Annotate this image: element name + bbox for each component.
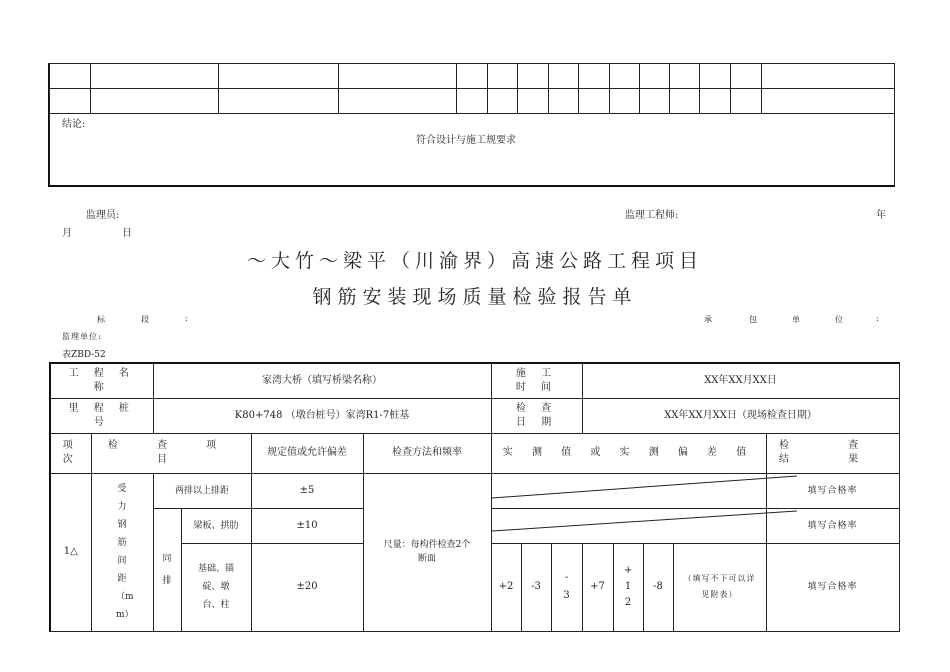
- report-title: 钢筋安装现场质量检验报告单: [312, 286, 638, 308]
- table-row: [50, 64, 895, 89]
- info-row: [50, 363, 899, 398]
- header-result: 检 查 结 果: [766, 433, 899, 473]
- header-item-no: 项 次: [50, 433, 91, 473]
- info-row: [50, 398, 899, 433]
- header-method: 检查方法和频率: [363, 433, 491, 473]
- inspection-date-value: XX年XX月XX日（现场检查日期）: [582, 398, 899, 433]
- strike-line: [492, 474, 797, 509]
- mileage-label: 里 程 桩 号: [50, 398, 153, 433]
- row2-allowed: ±10: [251, 508, 363, 543]
- day-label: 日: [122, 228, 132, 239]
- measured-value-text: +12: [624, 565, 633, 608]
- conclusion-text: 符合设计与施工规要求: [416, 135, 516, 146]
- header-allowed: 规定值或允许偏差: [251, 433, 363, 473]
- conclusion-row: [50, 114, 895, 186]
- header-inspection-item: 检 查 项 目: [91, 433, 251, 473]
- row3-result: 填写合格率: [766, 543, 899, 631]
- section-label-2: 段: [141, 315, 150, 324]
- item-number: 1△: [50, 473, 91, 631]
- row3-allowed: ±20: [251, 543, 363, 631]
- row1-allowed: ±5: [251, 473, 363, 508]
- supervision-unit-label: 监理单位:: [62, 332, 102, 341]
- contractor-char-2: 包: [749, 315, 758, 324]
- same-row-label: [153, 508, 181, 631]
- measured-value-text: -3: [563, 572, 570, 601]
- measured-value: -3: [521, 543, 551, 631]
- project-title: ～大竹～梁平（川渝界）高速公路工程项目: [246, 250, 703, 272]
- form-number: 表ZBD-52: [62, 350, 106, 360]
- measured-value: [613, 543, 643, 631]
- row2-name: 梁板、拱肋: [181, 508, 251, 543]
- header-row: [50, 433, 899, 473]
- group-label-text: 受力钢筋间距（mm）: [116, 484, 134, 620]
- section-label: 标: [97, 315, 106, 324]
- header-measured: 实 测 值 或 实 测 偏 差 值: [491, 433, 766, 473]
- mileage-value: K80+748 （墩台桩号）家湾R1-7桩基: [153, 398, 491, 433]
- contractor-colon: :: [876, 314, 880, 323]
- row2-result: 填写合格率: [766, 508, 899, 543]
- group-label: [91, 473, 153, 631]
- month-label: 月: [62, 228, 72, 239]
- strike-line: [492, 509, 797, 544]
- section-colon: :: [185, 314, 189, 323]
- conclusion-label: 结论:: [62, 119, 86, 130]
- inspection-date-label: 检 查 日 期: [491, 398, 582, 433]
- contractor-char-1: 承: [704, 315, 713, 324]
- project-name-value: 家湾大桥（填写桥梁名称）: [153, 363, 491, 398]
- measured-value: -8: [643, 543, 673, 631]
- row3-name: 基础、锚碇、墩台、柱: [181, 543, 251, 631]
- year-label: 年: [876, 210, 886, 221]
- contractor-char-3: 单: [792, 315, 801, 324]
- supervisor-label: 监理员:: [86, 210, 120, 221]
- measured-value: [551, 543, 582, 631]
- row1-name: 两排以上排距: [153, 473, 251, 508]
- row2-measured-blank: [491, 508, 766, 543]
- measured-note: （填写不下可以详见附表）: [673, 543, 766, 631]
- construction-time-label: 施 工 时 间: [491, 363, 582, 398]
- row1-measured-blank: [491, 473, 766, 508]
- top-table: [49, 63, 895, 187]
- table-row: [50, 89, 895, 114]
- measured-value: +7: [582, 543, 613, 631]
- method-cell: 尺量：每构件检查2个断面: [363, 473, 491, 631]
- contractor-char-4: 位: [835, 315, 844, 324]
- row1-result: 填写合格率: [766, 473, 899, 508]
- measured-value: +2: [491, 543, 521, 631]
- same-row-text: 同排: [162, 553, 172, 586]
- construction-time-value: XX年XX月XX日: [582, 363, 899, 398]
- project-name-label: 工 程 名 称: [50, 363, 153, 398]
- table-row: [50, 473, 899, 508]
- main-table: [49, 362, 900, 632]
- engineer-label: 监理工程师:: [625, 210, 679, 221]
